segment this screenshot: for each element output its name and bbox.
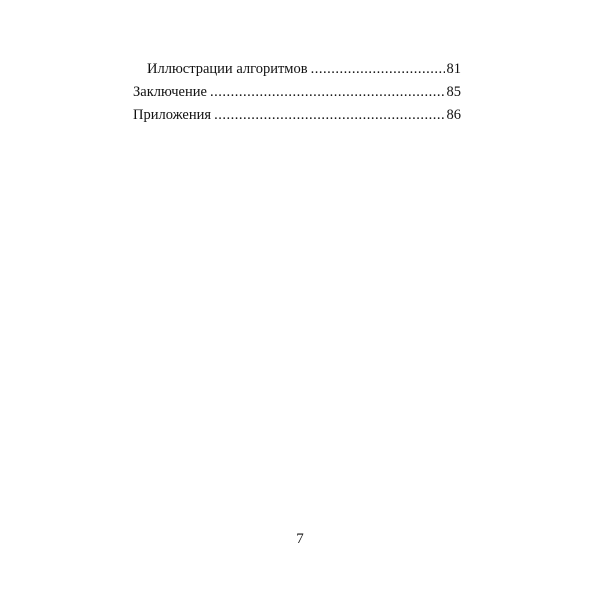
- toc-entry-title: Заключение: [133, 84, 207, 100]
- toc-dot-leader: [214, 104, 444, 127]
- toc-entry-title: Приложения: [133, 107, 212, 123]
- page-number: 7: [296, 531, 304, 547]
- toc-entry-appendices: [133, 104, 461, 127]
- table-of-contents: [133, 58, 461, 127]
- toc-entry-algorithm-illustrations: [133, 58, 461, 81]
- toc-entry-conclusion: [133, 81, 461, 104]
- toc-dot-leader: [311, 58, 445, 81]
- toc-entry-page: 81: [446, 61, 461, 77]
- toc-entry-page: 85: [446, 84, 461, 100]
- toc-entry-page: 86: [446, 107, 461, 123]
- toc-dot-leader: [210, 81, 445, 104]
- toc-entry-title: Иллюстрации алгоритмов: [147, 61, 308, 77]
